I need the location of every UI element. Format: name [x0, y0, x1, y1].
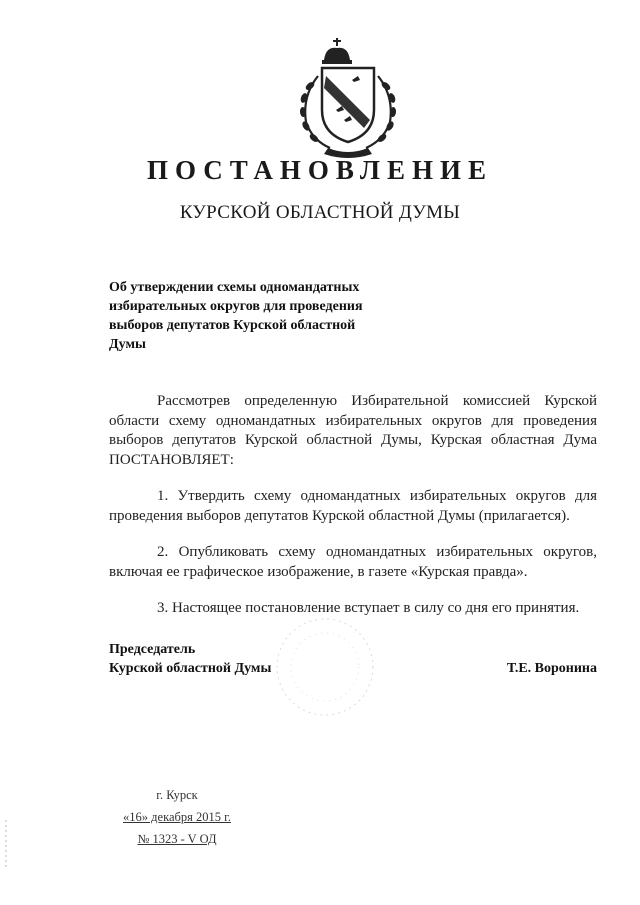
coat-of-arms-icon — [290, 36, 406, 160]
signature-block — [109, 640, 597, 678]
subject-line: Думы — [109, 337, 146, 352]
document-title: ПОСТАНОВЛЕНИЕ — [146, 155, 494, 185]
resolution-item: 3. Настоящее постановление вступает в силу со дня его принятия. — [157, 600, 580, 616]
signer-position: Председатель — [109, 642, 196, 657]
document-footer — [122, 784, 232, 850]
footer-city: г. Курск — [156, 788, 198, 802]
scan-edge-mark — [4, 820, 8, 870]
resolution-item: 1. Утвердить схему одномандатных избирательных округов для проведения выборов депутатов Курской областной Думы (прилагается). — [109, 488, 597, 524]
signer-name: Т.Е. Воронина — [506, 661, 597, 676]
footer-number: № 1323 - V ОД — [137, 832, 217, 846]
signer-position: Курской областной Думы — [109, 661, 272, 676]
document-subject — [109, 278, 409, 354]
subject-line: Об утверждении схемы одномандатных — [109, 280, 360, 295]
subject-line: выборов депутатов Курской областной — [109, 318, 356, 333]
organization-name: КУРСКОЙ ОБЛАСТНОЙ ДУМЫ — [179, 202, 461, 223]
resolution-item: 2. Опубликовать схему одномандатных избирательных округов, включая ее графическое изображение, в газете «Курская правда». — [109, 544, 597, 580]
subject-line: избирательных округов для проведения — [109, 299, 363, 314]
document-body — [109, 392, 597, 636]
footer-date: «16» декабря 2015 г. — [123, 810, 231, 824]
body-intro-paragraph: Рассмотрев определенную Избирательной комиссией Курской области схему одномандатных избирательных округов для проведения выборов депутатов Курской областной Думы, Курская областная Дума ПОСТАНОВЛЯЕТ: — [109, 393, 597, 468]
